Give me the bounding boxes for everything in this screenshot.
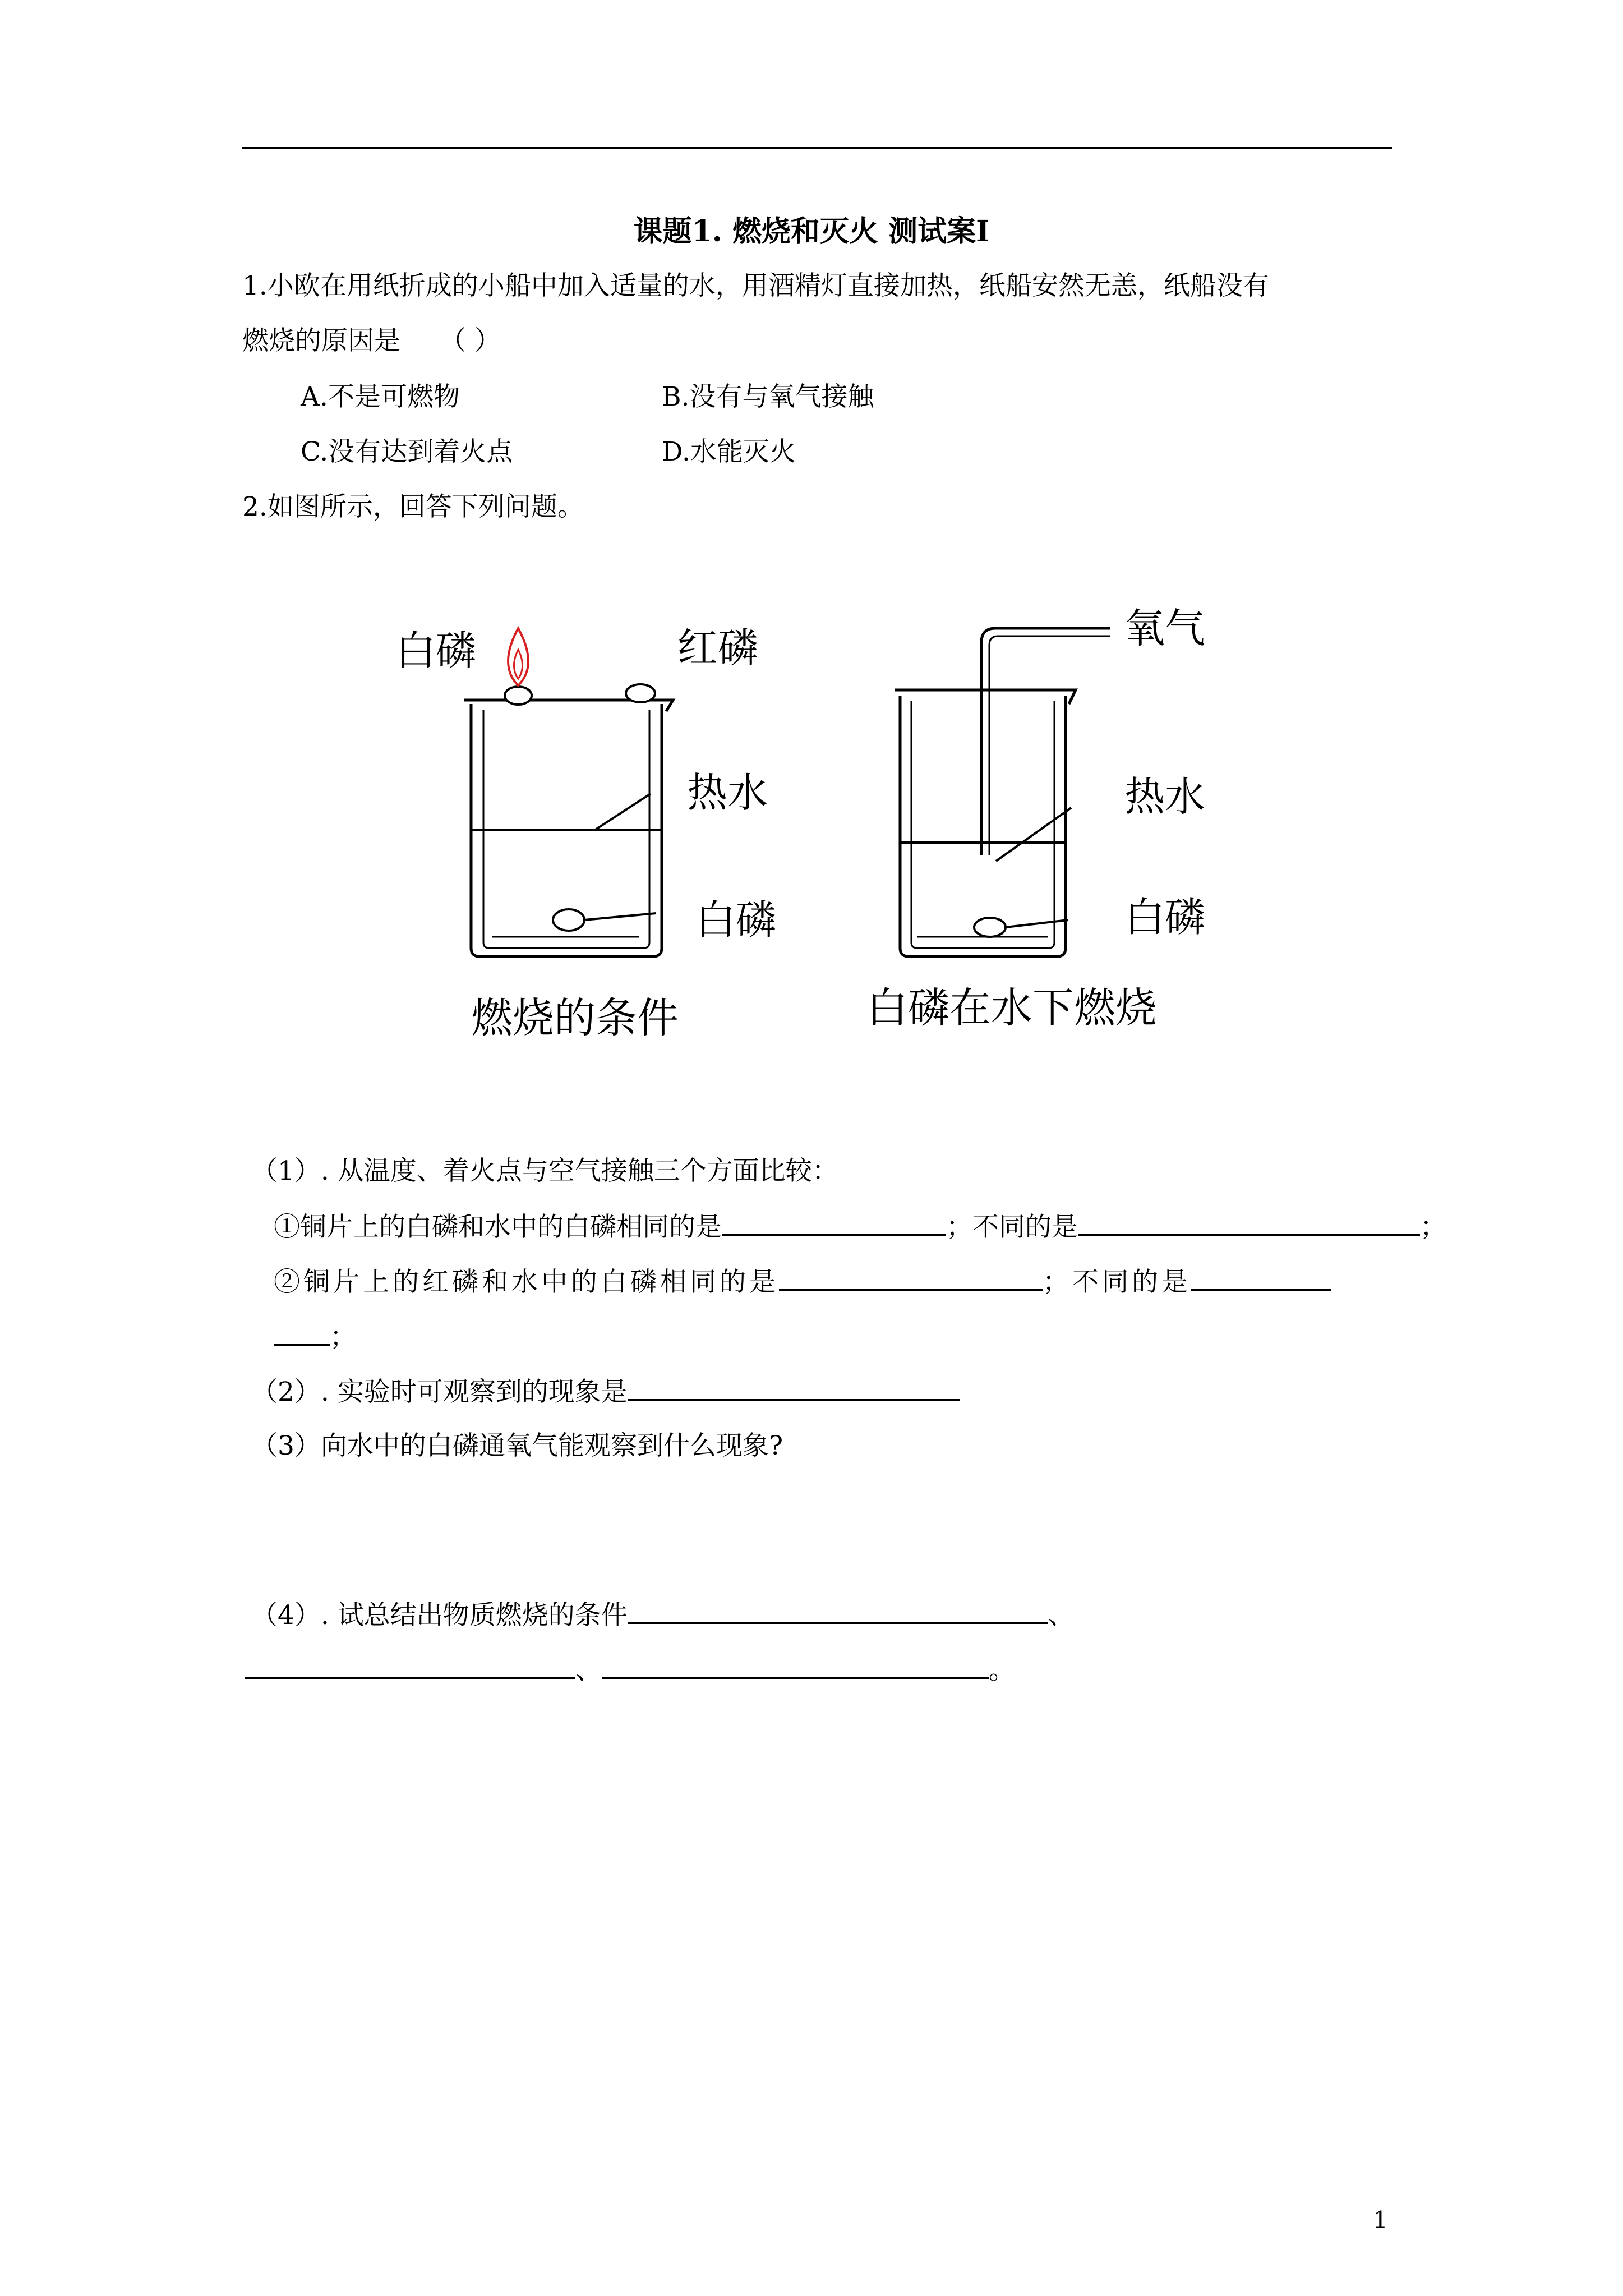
answer-blank-1a-same[interactable]: [722, 1208, 946, 1236]
answer-blank-1b-diff[interactable]: [1191, 1263, 1331, 1291]
sub2-text: （2）. 实验时可观察到的现象是: [251, 1377, 628, 1407]
q2-sub1-b: [274, 1263, 1331, 1300]
q2-sub1: （1）. 从温度、着火点与空气接触三个方面比较：: [251, 1156, 838, 1186]
answer-blank-1a-diff[interactable]: [1078, 1208, 1420, 1236]
answer-blank-4a[interactable]: [628, 1596, 1048, 1624]
white-phosphorus-in-water: [553, 909, 584, 931]
label-hot-water-right: 热水: [1124, 773, 1206, 820]
label-white-phosphorus-top: 白磷: [395, 627, 477, 674]
caption-left: 燃烧的条件: [471, 994, 679, 1042]
label-oxygen: 氧气: [1124, 605, 1206, 652]
answer-blank-4c[interactable]: [602, 1651, 989, 1679]
sub1-b-prefix: ②铜片上的红磷和水中的白磷相同的是: [274, 1267, 779, 1297]
q2-stem: 2.如图所示，回答下列问题。: [242, 491, 584, 522]
answer-blank-1b-same[interactable]: [779, 1263, 1043, 1291]
sub4-end: 。: [989, 1655, 1015, 1686]
q1-option-d: D.水能灭火: [662, 436, 796, 467]
q2-sub2: [251, 1373, 960, 1410]
q1-answer-bracket: （ ）: [440, 325, 501, 356]
q1-option-a: A.不是可燃物: [301, 381, 460, 412]
header-rule: [242, 147, 1392, 149]
flame-icon: [508, 628, 528, 685]
sub1-a-end: ；: [1420, 1212, 1446, 1243]
sub1-b-end: ；: [330, 1322, 356, 1352]
q1-stem-line2: [242, 323, 501, 359]
label-white-phosphorus-right: 白磷: [1124, 894, 1206, 941]
experiment-diagram: [359, 589, 1256, 1060]
sub1-a-mid: ；不同的是: [946, 1212, 1078, 1243]
caption-right: 白磷在水下燃烧: [866, 984, 1157, 1032]
white-phosphorus-on-plate: [505, 687, 532, 705]
answer-blank-1b-diff-cont[interactable]: [274, 1318, 330, 1346]
answer-blank-2[interactable]: [628, 1373, 960, 1401]
label-hot-water-left: 热水: [687, 769, 768, 816]
label-white-phosphorus-bottom: 白磷: [695, 896, 777, 944]
page-number: 1: [1373, 2206, 1388, 2234]
answer-blank-4b[interactable]: [245, 1651, 575, 1679]
q1-option-c: C.没有达到着火点: [301, 436, 513, 467]
experiment-figure: [359, 589, 1256, 1060]
q1-stem-text: 燃烧的原因是: [242, 325, 400, 356]
page-title: 课题1. 燃烧和灭火 测试案Ⅰ: [633, 214, 990, 249]
white-phosphorus-right: [974, 918, 1006, 937]
q2-sub4: [251, 1596, 1075, 1634]
q2-sub1-a: [274, 1208, 1446, 1245]
sub4-sep2: 、: [575, 1655, 602, 1686]
q2-sub3: （3）向水中的白磷通氧气能观察到什么现象?: [251, 1430, 783, 1461]
label-red-phosphorus: 红磷: [677, 624, 759, 671]
q1-option-b: B.没有与氧气接触: [662, 381, 874, 412]
sub1-a-prefix: ①铜片上的白磷和水中的白磷相同的是: [274, 1212, 722, 1243]
q2-sub1-b-cont: [274, 1318, 356, 1355]
sub4-text: （4）. 试总结出物质燃烧的条件: [251, 1600, 628, 1631]
oxygen-tube: [981, 628, 1110, 855]
q2-sub4-cont: [245, 1651, 1015, 1688]
sub1-b-mid: ；不同的是: [1043, 1267, 1191, 1297]
q1-stem-line1: 1.小欧在用纸折成的小船中加入适量的水，用酒精灯直接加热，纸船安然无恙，纸船没有: [242, 270, 1269, 301]
sub4-sep1: 、: [1048, 1600, 1075, 1631]
red-phosphorus: [626, 684, 655, 702]
